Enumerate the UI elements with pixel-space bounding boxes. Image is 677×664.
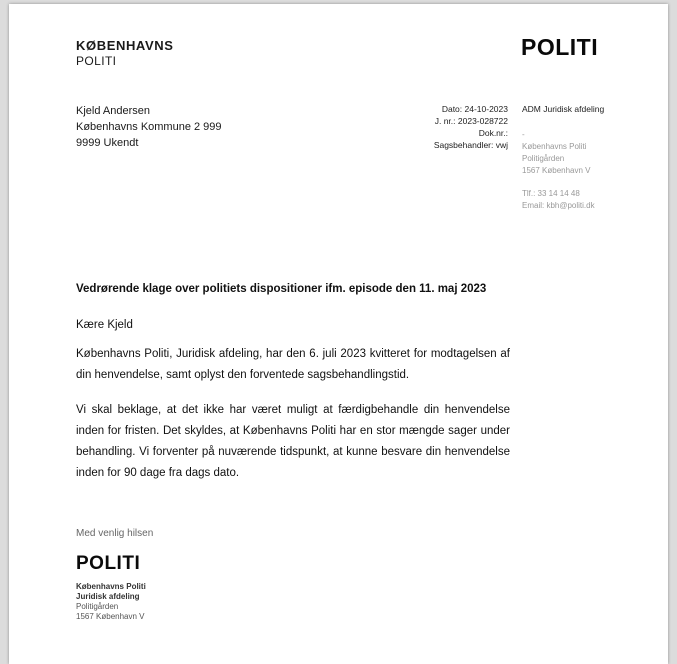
- letter-paragraph-1: Københavns Politi, Juridisk afdeling, har den 6. juli 2023 kvitteret for modtagelsen af din henvendelse, samt oplyst den forventede sagsbehandlingstid.: [76, 348, 510, 381]
- recipient-street: Københavns Kommune 2 999: [76, 121, 222, 133]
- brand-line-2: POLITI: [76, 54, 117, 68]
- signature-logo: POLITI: [76, 553, 141, 574]
- meta-handler: Sagsbehandler: vwj: [433, 140, 508, 150]
- signature-block: [76, 582, 146, 622]
- signature-department: Juridisk afdeling: [76, 592, 140, 601]
- recipient-city: 9999 Ukendt: [76, 137, 139, 149]
- sender-contact: [522, 188, 595, 212]
- signature-city: 1567 København V: [76, 612, 145, 621]
- meta-doc: Dok.nr.:: [478, 128, 508, 138]
- letter-closing: Med venlig hilsen: [76, 528, 154, 539]
- signature-org: Københavns Politi: [76, 582, 146, 591]
- signature-building: Politigården: [76, 602, 119, 611]
- meta-journal: J. nr.: 2023-028722: [434, 116, 508, 126]
- sender-phone: Tlf.: 33 14 14 48: [522, 189, 580, 198]
- recipient-name: Kjeld Andersen: [76, 105, 150, 117]
- brand-line-1: KØBENHAVNS: [76, 38, 174, 53]
- letter-paragraph-2: Vi skal beklage, at det ikke har været muligt at færdigbehandle din henvendelse inden for fristen. Det skyldes, at Københavns Politi har en stor mængde sager under behandling. Vi forventer på nuværende tidspunkt, at kunne besvare din henvendelse inden for 90 dage fra dags dato.: [76, 404, 510, 479]
- letter-meta: [389, 103, 508, 151]
- sender-address: [522, 129, 591, 177]
- sender-city: 1567 København V: [522, 166, 591, 175]
- politi-logo: POLITI: [521, 34, 599, 60]
- sender-dash: -: [522, 130, 525, 139]
- recipient-address: [76, 103, 222, 151]
- meta-date: Dato: 24-10-2023: [441, 104, 508, 114]
- letter-subject: Vedrørende klage over politiets dispositioner ifm. episode den 11. maj 2023: [76, 283, 487, 295]
- sender-department: ADM Juridisk afdeling: [522, 104, 605, 114]
- sender-email: Email: kbh@politi.dk: [522, 201, 595, 210]
- sender-org: Københavns Politi: [522, 142, 587, 151]
- letter-greeting: Kære Kjeld: [76, 319, 133, 331]
- sender-building: Politigården: [522, 154, 565, 163]
- letter-page: [9, 4, 668, 664]
